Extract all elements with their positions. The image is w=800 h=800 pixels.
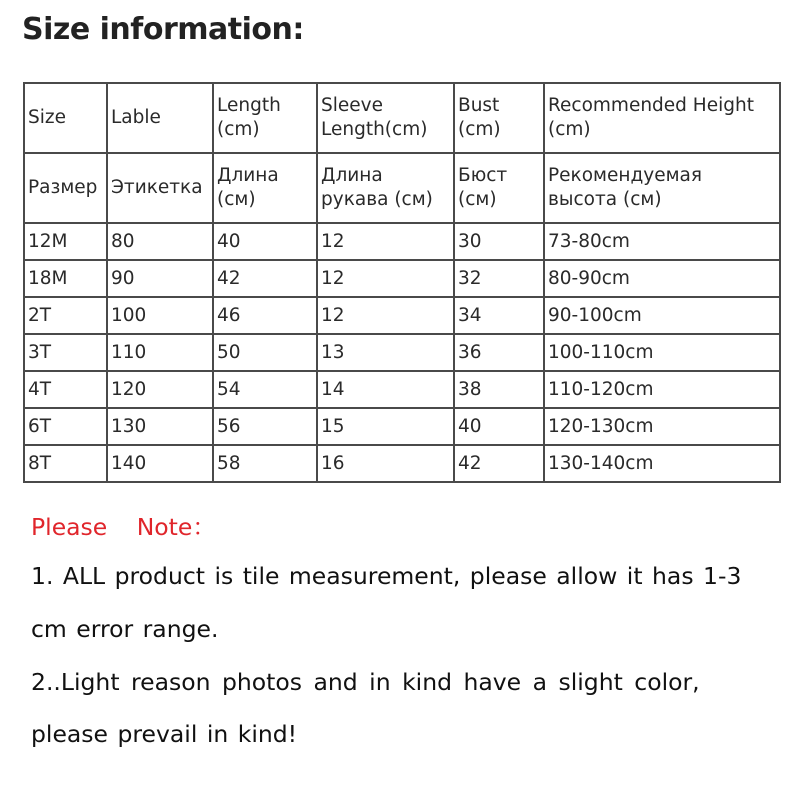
table-row	[24, 297, 780, 334]
header-recommended-height: Recommended Height (cm)	[544, 83, 780, 153]
cell-recommended-height: 80-90cm	[544, 260, 780, 297]
cell-recommended-height: 90-100cm	[544, 297, 780, 334]
header-ru-sleeve-length: Длина рукава (см)	[317, 153, 454, 223]
cell-bust: 42	[454, 445, 544, 482]
cell-size: 8T	[24, 445, 107, 482]
cell-sleeve-length: 12	[317, 223, 454, 260]
header-bust: Bust (cm)	[454, 83, 544, 153]
cell-length: 42	[213, 260, 317, 297]
table-row	[24, 445, 780, 482]
page-title: Size information:	[22, 12, 304, 47]
note-line-1: 1. ALL product is tile measurement, please allow it has 1-3	[31, 562, 742, 590]
cell-length: 40	[213, 223, 317, 260]
cell-label: 100	[107, 297, 213, 334]
cell-recommended-height: 73-80cm	[544, 223, 780, 260]
table-header-row-en	[24, 83, 780, 153]
cell-sleeve-length: 14	[317, 371, 454, 408]
cell-length: 58	[213, 445, 317, 482]
size-table-body	[24, 83, 780, 482]
cell-label: 90	[107, 260, 213, 297]
cell-label: 110	[107, 334, 213, 371]
note-line-2-continued: please prevail in kind!	[31, 720, 298, 748]
table-row	[24, 334, 780, 371]
cell-size: 6T	[24, 408, 107, 445]
cell-label: 140	[107, 445, 213, 482]
note-line-1-continued: cm error range.	[31, 615, 219, 643]
cell-size: 12M	[24, 223, 107, 260]
cell-sleeve-length: 13	[317, 334, 454, 371]
cell-sleeve-length: 16	[317, 445, 454, 482]
header-size: Size	[24, 83, 107, 153]
cell-size: 4T	[24, 371, 107, 408]
cell-label: 120	[107, 371, 213, 408]
cell-bust: 40	[454, 408, 544, 445]
cell-sleeve-length: 12	[317, 260, 454, 297]
cell-length: 50	[213, 334, 317, 371]
table-row	[24, 371, 780, 408]
table-header-row-ru	[24, 153, 780, 223]
table-row	[24, 260, 780, 297]
note-line-2: 2..Light reason photos and in kind have a slight color,	[31, 668, 700, 696]
cell-length: 54	[213, 371, 317, 408]
table-row	[24, 223, 780, 260]
cell-bust: 34	[454, 297, 544, 334]
note-heading: Please Note：	[31, 513, 216, 541]
cell-recommended-height: 130-140cm	[544, 445, 780, 482]
header-length: Length (cm)	[213, 83, 317, 153]
cell-recommended-height: 110-120cm	[544, 371, 780, 408]
header-sleeve-length: Sleeve Length(cm)	[317, 83, 454, 153]
header-ru-size: Размер	[24, 153, 107, 223]
cell-size: 18M	[24, 260, 107, 297]
header-label: Lable	[107, 83, 213, 153]
cell-bust: 38	[454, 371, 544, 408]
cell-bust: 36	[454, 334, 544, 371]
cell-bust: 30	[454, 223, 544, 260]
header-ru-length: Длина (см)	[213, 153, 317, 223]
cell-recommended-height: 100-110cm	[544, 334, 780, 371]
header-ru-bust: Бюст (см)	[454, 153, 544, 223]
size-table	[23, 82, 781, 483]
header-ru-recommended-height: Рекомендуемая высота (см)	[544, 153, 780, 223]
cell-size: 3T	[24, 334, 107, 371]
cell-recommended-height: 120-130cm	[544, 408, 780, 445]
header-ru-label: Этикетка	[107, 153, 213, 223]
cell-label: 80	[107, 223, 213, 260]
cell-label: 130	[107, 408, 213, 445]
cell-sleeve-length: 15	[317, 408, 454, 445]
cell-sleeve-length: 12	[317, 297, 454, 334]
cell-bust: 32	[454, 260, 544, 297]
cell-length: 46	[213, 297, 317, 334]
table-row	[24, 408, 780, 445]
cell-size: 2T	[24, 297, 107, 334]
cell-length: 56	[213, 408, 317, 445]
